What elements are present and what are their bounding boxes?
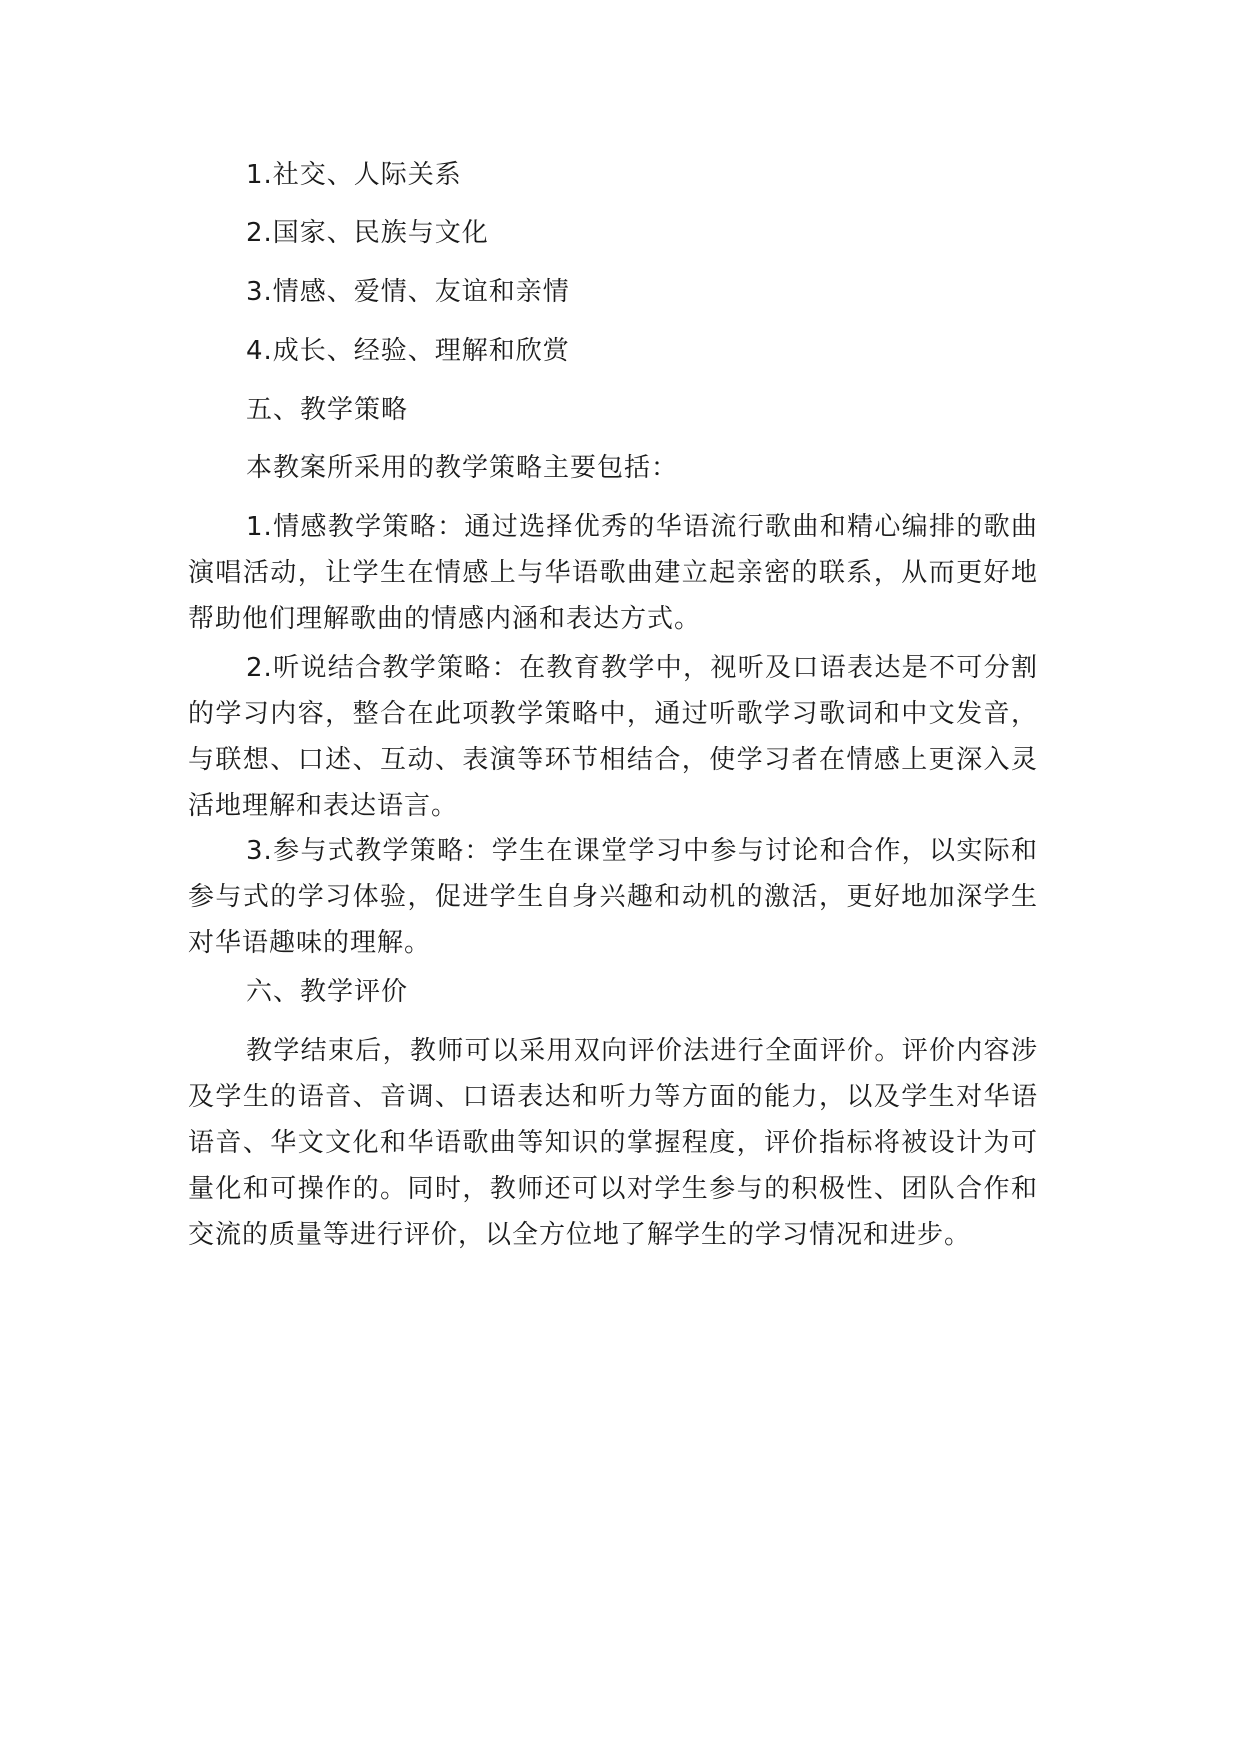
section-heading-strategy: 五、教学策略	[246, 395, 409, 425]
list-item-nation-culture: 2.国家、民族与文化	[246, 218, 489, 248]
strategy-paragraph-listening-speaking: 2.听说结合教学策略：在教育教学中，视听及口语表达是不可分割的学习内容，整合在此项教学策略中，通过听歌学习歌词和中文发音，与联想、口述、互动、表演等环节相结合，使学习者在情感上更深入灵活地理解和表达语言。	[188, 653, 1038, 821]
strategy-intro: 本教案所采用的教学策略主要包括：	[246, 453, 679, 483]
section-heading-evaluation: 六、教学评价	[246, 977, 409, 1007]
list-item-growth: 4.成长、经验、理解和欣赏	[246, 336, 570, 366]
evaluation-paragraph: 教学结束后，教师可以采用双向评价法进行全面评价。评价内容涉及学生的语音、音调、口语表达和听力等方面的能力，以及学生对华语语音、华文文化和华语歌曲等知识的掌握程度，评价指标将被设计为可量化和可操作的。同时，教师还可以对学生参与的积极性、团队合作和交流的质量等进行评价，以全方位地了解学生的学习情况和进步。	[188, 1036, 1038, 1250]
list-item-social: 1.社交、人际关系	[246, 160, 462, 190]
strategy-paragraph-emotion: 1.情感教学策略：通过选择优秀的华语流行歌曲和精心编排的歌曲演唱活动，让学生在情感上与华语歌曲建立起亲密的联系，从而更好地帮助他们理解歌曲的情感内涵和表达方式。	[188, 512, 1038, 634]
strategy-paragraph-participatory: 3.参与式教学策略：学生在课堂学习中参与讨论和合作，以实际和参与式的学习体验，促进学生自身兴趣和动机的激活，更好地加深学生对华语趣味的理解。	[188, 836, 1038, 958]
list-item-emotion: 3.情感、爱情、友谊和亲情	[246, 277, 570, 307]
